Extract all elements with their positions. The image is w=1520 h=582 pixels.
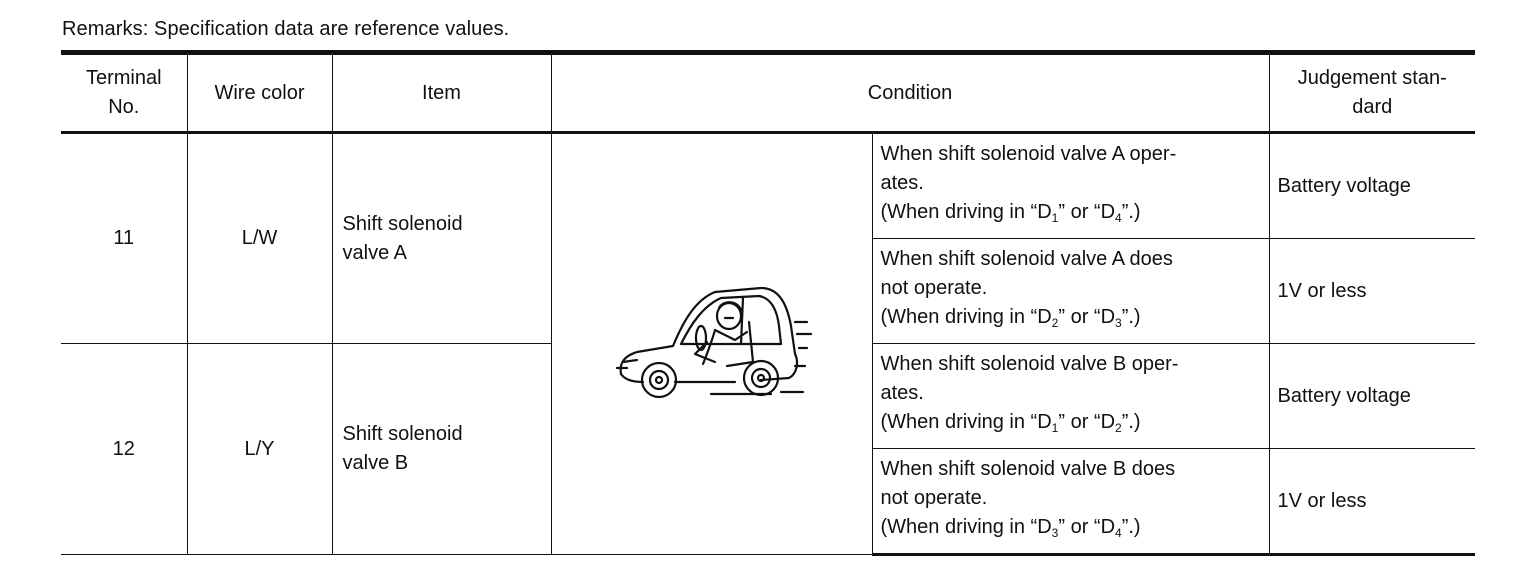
judgement-value: Battery voltage bbox=[1269, 344, 1475, 449]
header-condition: Condition bbox=[551, 53, 1269, 133]
condition-cell: When shift solenoid valve A oper- ates. (When driving in “$D_1$” or “$D_4$”.) bbox=[872, 133, 1269, 239]
condition-cell: When shift solenoid valve B does not operate. (When driving in “$D_3$” or “$D_4$”.) bbox=[872, 449, 1269, 555]
judgement-value: 1V or less bbox=[1269, 239, 1475, 344]
condition-cell: When shift solenoid valve B oper- ates. (When driving in “$D_1$” or “$D_2$”.) bbox=[872, 344, 1269, 449]
terminal-number: 11 bbox=[61, 133, 187, 344]
header-item: Item bbox=[332, 53, 551, 133]
table-row bbox=[61, 133, 1475, 239]
header-terminal-no: Terminal No. bbox=[61, 53, 187, 133]
terminal-spec-table bbox=[61, 50, 1475, 556]
driving-illustration bbox=[551, 133, 872, 555]
judgement-value: 1V or less bbox=[1269, 449, 1475, 555]
item-name: Shift solenoid valve B bbox=[332, 344, 551, 555]
remarks-note: Remarks: Specification data are reference values. bbox=[62, 18, 510, 40]
wire-color: L/W bbox=[187, 133, 332, 344]
judgement-value: Battery voltage bbox=[1269, 133, 1475, 239]
item-name: Shift solenoid valve A bbox=[332, 133, 551, 344]
car-driver-icon bbox=[611, 282, 813, 406]
header-judgement-standard: Judgement stan- dard bbox=[1269, 53, 1475, 133]
condition-cell: When shift solenoid valve A does not operate. (When driving in “$D_2$” or “$D_3$”.) bbox=[872, 239, 1269, 344]
wire-color: L/Y bbox=[187, 344, 332, 555]
table-header-row bbox=[61, 53, 1475, 133]
header-wire-color: Wire color bbox=[187, 53, 332, 133]
terminal-number: 12 bbox=[61, 344, 187, 555]
